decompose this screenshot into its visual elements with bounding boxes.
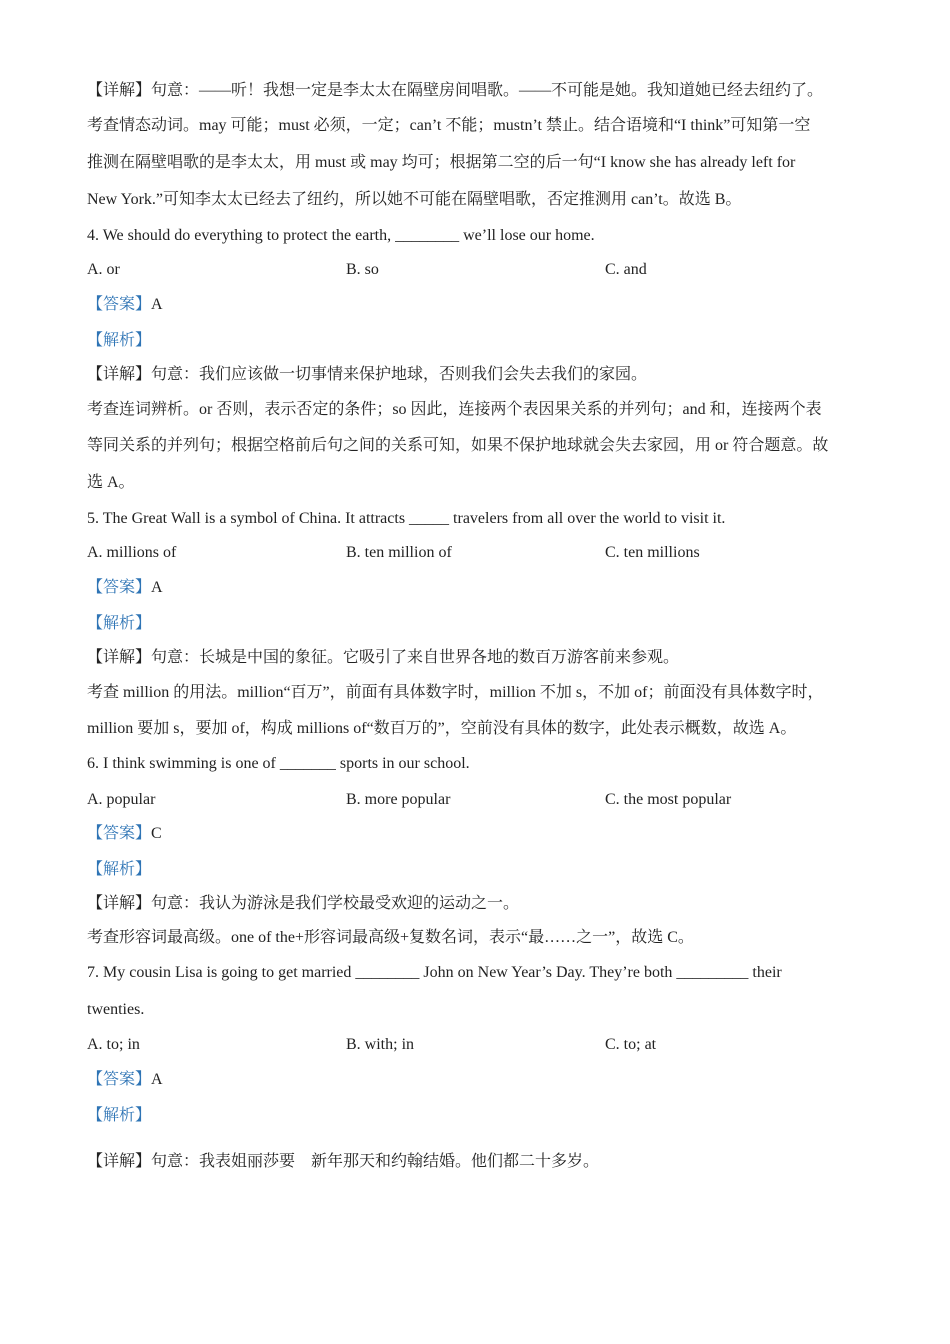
q4-detail-line-1: 【详解】句意：我们应该做一切事情来保护地球，否则我们会失去我们的家园。 [87, 366, 648, 383]
q4-detail-label: 【详解】 [87, 366, 152, 383]
q4-stem: 4. We should do everything to protect the earth, ________ we’ll lose our home. [87, 227, 595, 244]
q7-answer [87, 1070, 163, 1090]
q6-analysis-label: 【解析】 [87, 861, 152, 878]
q3-detail-line-4: New York.”可知李太太已经去了纽约，所以她不可能在隔壁唱歌，否定推测用 can’t。故选 B。 [87, 191, 742, 208]
q5-option-c: C. ten millions [605, 544, 700, 561]
q5-detail-line-3: million 要加 s，要加 of，构成 millions of“数百万的”，空前没有具体的数字，此处表示概数，故选 A。 [87, 720, 797, 737]
q5-detail-line-1: 【详解】句意：长城是中国的象征。它吸引了来自世界各地的数百万游客前来参观。 [87, 649, 680, 666]
q4-answer-value: A [151, 296, 163, 313]
q6-detail-line-1: 【详解】句意：我认为游泳是我们学校最受欢迎的运动之一。 [87, 895, 520, 912]
q7-detail-label: 【详解】 [87, 1153, 152, 1170]
q5-analysis-label: 【解析】 [87, 615, 152, 632]
q4-option-b: B. so [346, 261, 379, 278]
q3-detail-line-2: 考查情态动词。may 可能；must 必须，一定；can’t 不能；mustn’t 禁止。结合语境和“I think”可知第一空 [87, 117, 811, 134]
q7-stem-line-2: twenties. [87, 1001, 145, 1018]
q6-answer-label: 【答案】 [87, 825, 152, 842]
q5-answer-value: A [151, 579, 163, 596]
q7-option-b: B. with; in [346, 1036, 415, 1053]
q4-option-c: C. and [605, 261, 647, 278]
q5-answer-label: 【答案】 [87, 579, 152, 596]
q3-detail-label: 【详解】 [87, 82, 152, 99]
q6-stem: 6. I think swimming is one of _______ sports in our school. [87, 755, 470, 772]
q6-option-a: A. popular [87, 791, 156, 808]
q6-option-b: B. more popular [346, 791, 451, 808]
q7-detail-line-1: 【详解】句意：我表姐丽莎要 新年那天和约翰结婚。他们都二十多岁。 [87, 1153, 600, 1170]
q4-option-a: A. or [87, 261, 120, 278]
q7-option-a: A. to; in [87, 1036, 140, 1053]
q6-answer [87, 824, 162, 844]
q6-detail-line-2: 考查形容词最高级。one of the+形容词最高级+复数名词，表示“最……之一”，故选 C。 [87, 929, 694, 946]
q7-stem-line-1: 7. My cousin Lisa is going to get married ________ John on New Year’s Day. They’re both _________ their [87, 964, 782, 981]
q7-analysis-label: 【解析】 [87, 1107, 152, 1124]
q5-stem: 5. The Great Wall is a symbol of China. It attracts _____ travelers from all over the world to visit it. [87, 510, 726, 527]
q3-detail-line-3: 推测在隔壁唱歌的是李太太，用 must 或 may 均可；根据第二空的后一句“I know she has already left for [87, 154, 796, 171]
q6-option-c: C. the most popular [605, 791, 732, 808]
q3-detail-line-1: 【详解】句意：——听！我想一定是李太太在隔壁房间唱歌。——不可能是她。我知道她已经去纽约了。 [87, 82, 824, 99]
q7-answer-value: A [151, 1071, 163, 1088]
q4-detail-line-3: 等同关系的并列句；根据空格前后句之间的关系可知，如果不保护地球就会失去家园，用 or 符合题意。故 [87, 437, 829, 454]
q5-answer [87, 578, 163, 598]
q5-detail-line-2: 考查 million 的用法。million“百万”，前面有具体数字时，million 不加 s，不加 of；前面没有具体数字时， [87, 684, 824, 701]
q5-detail-label: 【详解】 [87, 649, 152, 666]
q4-detail-line-2: 考查连词辨析。or 否则，表示否定的条件；so 因此，连接两个表因果关系的并列句；and 和，连接两个表 [87, 401, 822, 418]
q4-answer-label: 【答案】 [87, 296, 152, 313]
q5-option-b: B. ten million of [346, 544, 452, 561]
q4-answer [87, 295, 163, 315]
q7-option-c: C. to; at [605, 1036, 657, 1053]
q4-analysis-label: 【解析】 [87, 332, 152, 349]
q5-option-a: A. millions of [87, 544, 177, 561]
q6-answer-value: C [151, 825, 162, 842]
q4-detail-line-4: 选 A。 [87, 474, 135, 491]
q7-answer-label: 【答案】 [87, 1071, 152, 1088]
q6-detail-label: 【详解】 [87, 895, 152, 912]
